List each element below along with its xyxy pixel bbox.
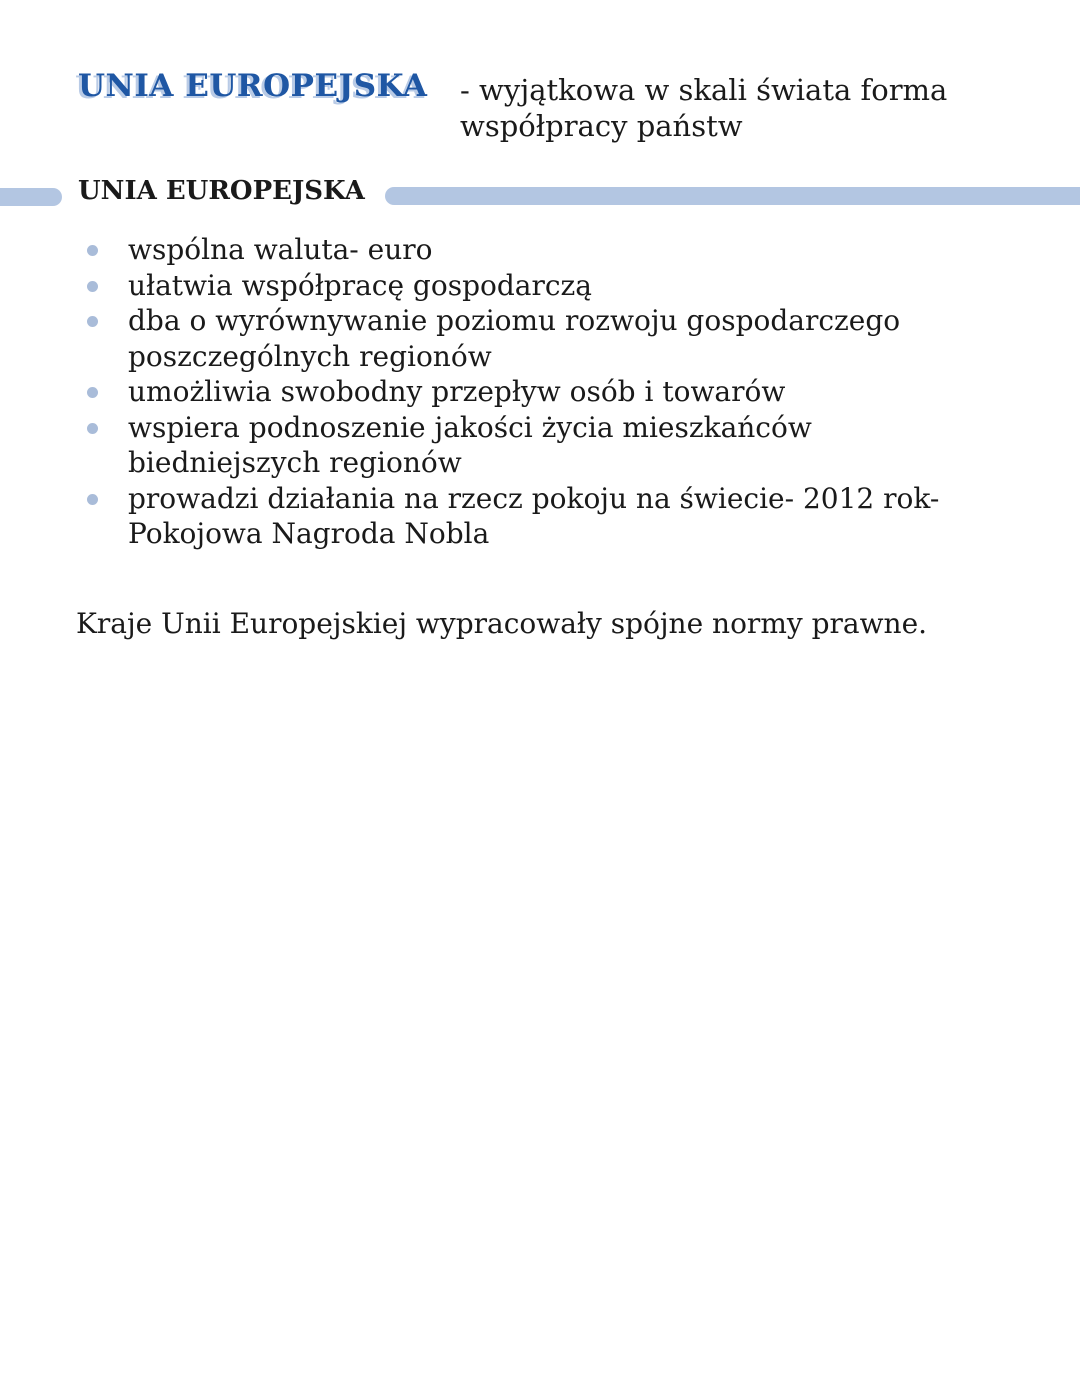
list-item	[84, 410, 1034, 481]
list-item	[84, 481, 1034, 552]
section-divider-left	[0, 188, 62, 206]
bullet-icon	[87, 494, 98, 505]
list-item-text-continuation: biedniejszych regionów	[128, 446, 462, 479]
bullet-icon	[87, 423, 98, 434]
closing-paragraph: Kraje Unii Europejskiej wypracowały spójne normy prawne.	[76, 607, 928, 640]
list-item-text-continuation: Pokojowa Nagroda Nobla	[128, 517, 490, 550]
list-item	[84, 232, 1034, 268]
list-item	[84, 303, 1034, 374]
list-item-text: wspólna waluta- euro	[128, 233, 433, 266]
bullet-icon	[87, 316, 98, 327]
bullet-icon	[87, 281, 98, 292]
list-item-text: dba o wyrównywanie poziomu rozwoju gospodarczego	[128, 304, 901, 337]
bullet-icon	[87, 387, 98, 398]
section-divider-right	[385, 187, 1080, 205]
list-item	[84, 374, 1034, 410]
section-heading: UNIA EUROPEJSKA	[78, 176, 365, 206]
title-definition	[460, 72, 1020, 144]
definition-line-1: - wyjątkowa w skali świata forma	[460, 73, 948, 107]
list-item	[84, 268, 1034, 304]
list-item-text: umożliwia swobodny przepływ osób i towarów	[128, 375, 786, 408]
definition-line-2: współpracy państw	[460, 109, 743, 143]
list-item-text: prowadzi działania na rzecz pokoju na świecie- 2012 rok-	[128, 481, 940, 515]
bullet-icon	[87, 245, 98, 256]
list-item-text: wspiera podnoszenie jakości życia mieszkańców	[128, 410, 812, 444]
list-item-text: ułatwia współpracę gospodarczą	[128, 268, 592, 302]
list-item-text-continuation: poszczególnych regionów	[128, 339, 492, 373]
page-title: UNIA EUROPEJSKA	[78, 68, 428, 104]
bullet-list	[84, 232, 1034, 552]
